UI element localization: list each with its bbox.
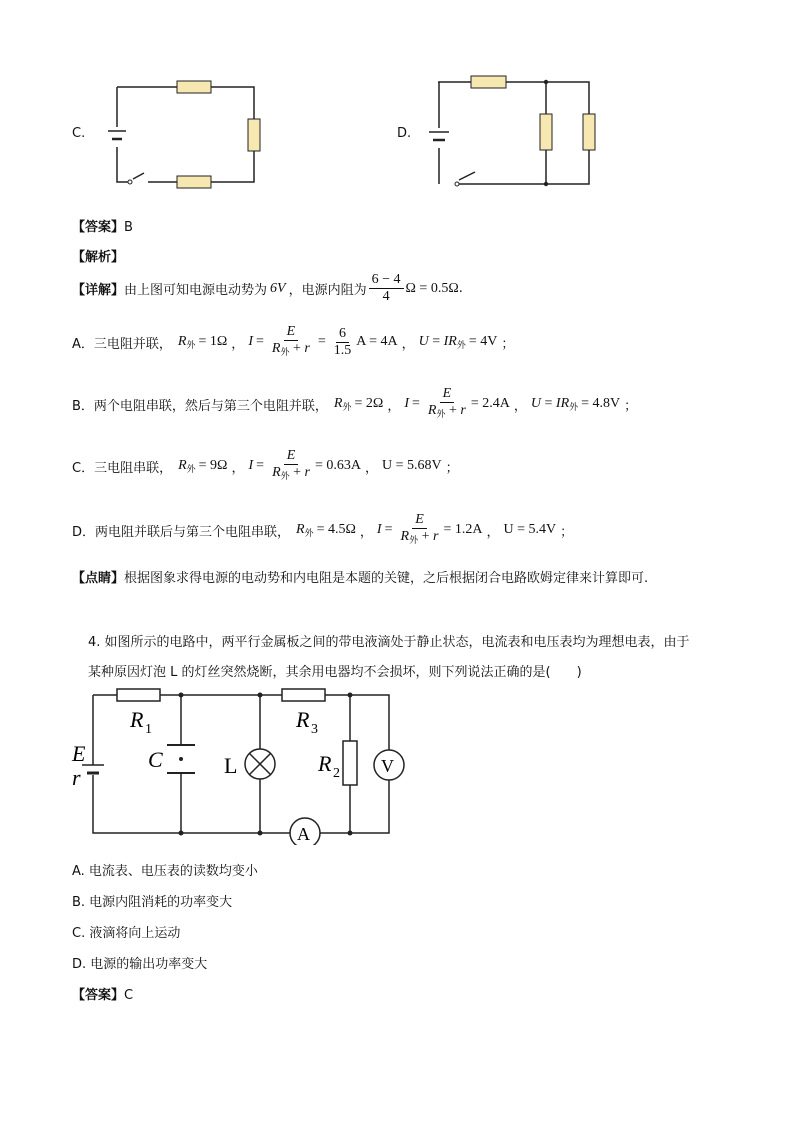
label-C: C: [148, 747, 163, 772]
detail-text-2: ，电源内阻为: [288, 283, 367, 298]
opt-c-frac-den-sub: 外: [280, 471, 290, 481]
opt-a-frac2-num: 6: [336, 326, 349, 343]
opt-a-r-value: = 1Ω: [198, 334, 228, 349]
opt-b-u-sub: 外: [569, 401, 579, 412]
label-r: r: [72, 765, 81, 790]
opt-c-r-sub: 外: [186, 463, 196, 474]
answer-line-2: [72, 984, 133, 1003]
label-R1: R: [130, 707, 144, 732]
label-R2-sub: 2: [333, 766, 340, 781]
opt-b-frac-den-rr: r: [460, 403, 466, 418]
q4-line-1: 4. 如图所示的电路中，两平行金属板之间的带电液滴处于静止状态，电流表和电压表均为理想电表，由于: [88, 635, 690, 650]
opt-d-end: ；: [560, 524, 574, 540]
opt-c-frac-den-rr: r: [304, 465, 310, 480]
label-E: E: [72, 741, 86, 766]
label-L: L: [224, 753, 238, 778]
opt-d-i-result: = 1.2A: [443, 522, 483, 537]
opt-c-u-value: U = 5.68V: [382, 458, 442, 473]
opt-b-u-symbol: U: [530, 395, 541, 411]
opt-a-i-frac-1: $\frac{E}{R_外 + r}$: [271, 324, 310, 357]
comment-text: 根据图象求得电源的电动势和内电阻是本题的关键，之后根据闭合电路欧姆定律来计算即可.: [124, 571, 649, 586]
opt-a-frac-den-sub: 外: [280, 347, 290, 357]
opt-c-end: ；: [445, 460, 459, 476]
detail-end: .: [458, 281, 463, 296]
answer-value: B: [124, 220, 133, 235]
opt-d-u-value: U = 5.4V: [503, 522, 557, 537]
opt-d-prefix: D．两电阻并联后与第三个电阻串联，: [72, 524, 291, 540]
detail-frac-den: 4: [382, 289, 390, 304]
opt-a-u-i: I: [443, 333, 449, 349]
opt-d-r-sub: 外: [304, 527, 314, 538]
opt-d-r-value: = 4.5Ω: [316, 522, 356, 537]
option-b-line: B．两个电阻串联，然后与第三个电阻并联， $R_外$ = 2Ω ， I = $\frac{E}{R_外 + r}$ = 2.4A ， $U = IR_外$ = 4.8V ；: [72, 386, 637, 422]
opt-a-frac-den-rr: r: [304, 341, 310, 356]
answer2-tag: 【答案】: [72, 988, 125, 1003]
opt-a-u-r: R: [448, 333, 457, 349]
detail-result: Ω = 0.5Ω: [405, 280, 459, 296]
opt-b-i-frac: $\frac{E}{R_外 + r}$: [427, 386, 466, 419]
detail-tag: 【详解】: [72, 283, 125, 298]
circuit-d-diagram: [425, 70, 610, 195]
detail-line: [72, 272, 463, 305]
circuit-c-label: C.: [72, 126, 86, 141]
label-R1-sub: 1: [145, 722, 152, 737]
opt-b-u-r: R: [560, 395, 570, 411]
opt-b-i-symbol: I: [404, 396, 409, 411]
opt-d-frac-num: E: [412, 512, 427, 529]
answer2-value: C: [124, 988, 134, 1003]
opt-b-frac-den-sub: 外: [436, 409, 446, 419]
opt-c-i-frac: $\frac{E}{R_外 + r}$: [272, 448, 310, 481]
option-a-line: A．三电阻并联， $R_外$ = 1Ω ， I = $\frac{E}{R_外 + r}$ = $\frac{6}{1.5}$ A = 4A ， $U = IR_外$ = 4V ；: [72, 324, 514, 360]
opt-a-u-value: = 4V: [468, 334, 498, 349]
opt-a-i-frac-2: [331, 326, 355, 359]
opt-b-i-result: = 2.4A: [470, 396, 510, 411]
opt-c-r-symbol: R: [178, 457, 187, 473]
opt-a-frac2-den: 1.5: [333, 342, 352, 358]
opt-a-i-symbol: I: [248, 334, 253, 349]
opt-a-u-symbol: U: [418, 333, 429, 349]
option-c-line: C．三电阻串联， $R_外$ = 9Ω ， I = $\frac{E}{R_外 + r}$ = 0.63A ， U = 5.68V ；: [72, 448, 459, 484]
opt-a-frac-den-r: R: [271, 341, 281, 356]
opt-d-frac-den-r: R: [400, 529, 410, 544]
opt-d-i-symbol: I: [376, 522, 382, 537]
detail-text-1: 由上图可知电源电动势为: [124, 283, 268, 298]
opt-d-r-symbol: R: [296, 521, 305, 537]
opt-b-u-value: = 4.8V: [581, 396, 621, 411]
opt-c-frac-num: E: [284, 448, 299, 465]
opt-a-prefix: A．三电阻并联，: [72, 336, 172, 352]
option-d-line: D．两电阻并联后与第三个电阻串联， $R_外$ = 4.5Ω ， I = $\frac{E}{R_外 + r}$ = 1.2A ， U = 5.4V ；: [72, 512, 573, 548]
label-R3-sub: 3: [311, 722, 318, 737]
opt-c-frac-den-r: R: [272, 465, 281, 480]
opt-c-i-result: = 0.63A: [315, 458, 362, 473]
opt-a-u-sub: 外: [456, 339, 466, 350]
detail-emf: 6V: [270, 280, 286, 296]
label-V: V: [381, 756, 394, 776]
label-R2: R: [318, 751, 332, 776]
circuit-d-label: D.: [397, 126, 412, 141]
q4-line-2: 某种原因灯泡 L 的灯丝突然烧断，其余用电器均不会损坏，则下列说法正确的是( ): [88, 665, 582, 680]
analysis-tag: [72, 246, 124, 265]
opt-b-r-sub: 外: [342, 401, 352, 412]
opt-c-i-symbol: I: [248, 458, 254, 473]
comment-tag: 【点睛】: [72, 571, 125, 586]
opt-a-i-result: A = 4A: [356, 334, 398, 349]
analysis-label: 【解析】: [72, 250, 125, 265]
choice-c: C. 液滴将向上运动: [72, 926, 181, 941]
circuit-c-diagram: [100, 75, 270, 195]
opt-a-end: ；: [501, 336, 515, 352]
label-R3: R: [296, 707, 310, 732]
choice-d: D. 电源的输出功率变大: [72, 957, 208, 972]
opt-d-i-frac: $\frac{E}{R_外 + r}$: [400, 512, 439, 545]
opt-b-u-i: I: [555, 395, 561, 411]
opt-d-frac-den-sub: 外: [409, 535, 419, 545]
detail-frac-num: 6 − 4: [369, 272, 404, 289]
opt-b-end: ；: [624, 398, 638, 414]
comment-line: [72, 567, 648, 586]
answer-line-1: [72, 216, 133, 235]
opt-b-r-value: = 2Ω: [354, 396, 384, 411]
opt-d-frac-den-rr: r: [432, 529, 439, 544]
detail-fraction: [369, 272, 404, 305]
answer-tag: 【答案】: [72, 220, 125, 235]
opt-a-r-symbol: R: [177, 333, 187, 349]
opt-b-r-symbol: R: [333, 395, 343, 411]
choice-a: A. 电流表、电压表的读数均变小: [72, 864, 258, 879]
opt-a-r-sub: 外: [186, 339, 196, 350]
choice-b: B. 电源内阻消耗的功率变大: [72, 895, 233, 910]
opt-a-frac-num: E: [284, 324, 299, 341]
opt-c-prefix: C．三电阻串联，: [72, 460, 173, 476]
label-A: A: [297, 824, 310, 844]
opt-b-prefix: B．两个电阻串联，然后与第三个电阻并联，: [72, 398, 328, 414]
opt-c-r-value: = 9Ω: [198, 458, 228, 473]
opt-b-frac-den-r: R: [427, 403, 437, 418]
circuit-4-diagram: [68, 685, 418, 845]
opt-b-frac-num: E: [440, 386, 455, 403]
